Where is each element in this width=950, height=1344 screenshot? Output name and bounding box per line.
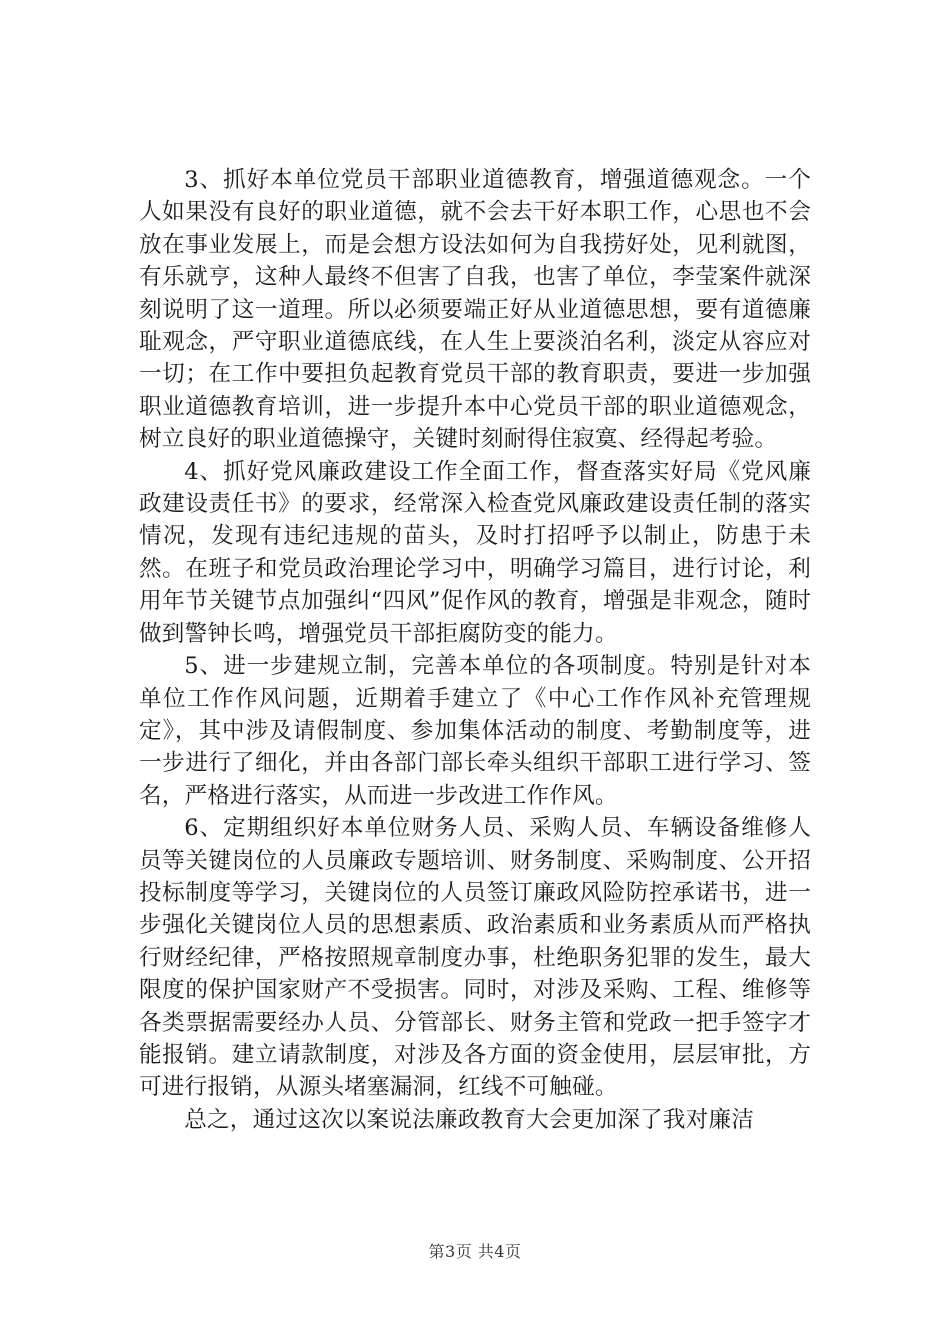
page-number: 第3页 共4页 [428, 1242, 522, 1261]
document-body [139, 164, 811, 1136]
paragraph-6: 6、定期组织好本单位财务人员、采购人员、车辆设备维修人员等关键岗位的人员廉政专题培训、财务制度、采购制度、公开招投标制度等学习，关键岗位的人员签订廉政风险防控承诺书，进一步强化关键岗位人员的思想素质、政治素质和业务素质从而严格执行财经纪律，严格按照规章制度办事，杜绝职务犯罪的发生，最大限度的保护国家财产不受损害。同时，对涉及采购、工程、维修等各类票据需要经办人员、分管部长、财务主管和党政一把手签字才能报销。建立请款制度，对涉及各方面的资金使用，层层审批，方可进行报销，从源头堵塞漏洞，红线不可触碰。 [139, 815, 811, 1101]
paragraph-5: 5、进一步建规立制，完善本单位的各项制度。特别是针对本单位工作作风问题，近期着手建立了《中心工作作风补充管理规定》，其中涉及请假制度、参加集体活动的制度、考勤制度等，进一步进行了细化，并由各部门部长牵头组织干部职工进行学习、签名，严格进行落实，从而进一步改进工作作风。 [139, 653, 811, 809]
paragraph-summary: 总之，通过这次以案说法廉政教育大会更加深了我对廉洁 [184, 1106, 755, 1133]
paragraph-3: 3、抓好本单位党员干部职业道德教育，增强道德观念。一个人如果没有良好的职业道德，就不会去干好本职工作，心思也不会放在事业发展上，而是会想方设法如何为自我捞好处，见利就图，有乐就亨，这种人最终不但害了自我，也害了单位，李莹案件就深刻说明了这一道理。所以必须要端正好从业道德思想，要有道德廉耻观念，严守职业道德底线，在人生上要淡泊名利，淡定从容应对一切；在工作中要担负起教育党员干部的教育职责，要进一步加强职业道德教育培训，进一步提升本中心党员干部的职业道德观念，树立良好的职业道德操守，关键时刻耐得住寂寞、经得起考验。 [139, 167, 811, 453]
page-footer [0, 1239, 950, 1262]
paragraph-4: 4、抓好党风廉政建设工作全面工作，督查落实好局《党风廉政建设责任书》的要求，经常深入检查党风廉政建设责任制的落实情况，发现有违纪违规的苗头，及时打招呼予以制止，防患于未然。在班子和党员政治理论学习中，明确学习篇目，进行讨论，利用年节关键节点加强纠“四风”促作风的教育，增强是非观念，随时做到警钟长鸣，增强党员干部拒腐防变的能力。 [139, 458, 811, 647]
